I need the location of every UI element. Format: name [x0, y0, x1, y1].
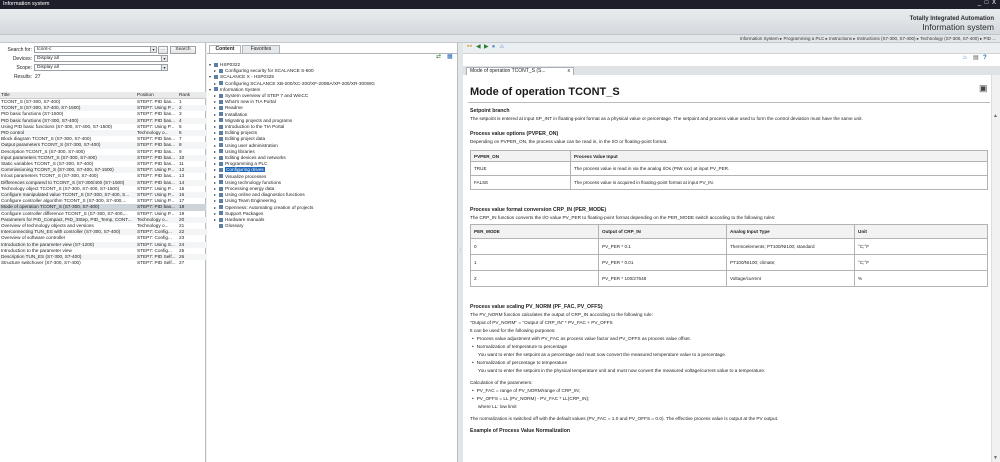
search-button[interactable]: Search: [170, 46, 196, 54]
result-title: Commissioning TCONT_S (S7-300, S7-400, S7-1500): [1, 167, 114, 173]
result-title: Mode of operation TCONT_S (S7-300, S7-400): [1, 204, 100, 210]
book-icon: [214, 75, 218, 79]
table-header-cell: PVPER_ON: [471, 151, 571, 162]
result-title: Structure switchover (S7-300, S7-400): [1, 260, 81, 266]
title-rule: [468, 102, 990, 103]
section-pvper-heading: Process value options (PVPER_ON): [470, 131, 559, 137]
scope-dropdown-icon[interactable]: ▾: [161, 64, 168, 71]
list-item-detail: You want to enter the setpoint as a percentage and must now convert the measured temperature value to a percentage.: [478, 352, 727, 357]
tree-item[interactable]: [209, 62, 240, 68]
tree-item-label: System overview of STEP 7 and WinCC: [225, 93, 309, 98]
window-title: Information system: [3, 1, 50, 7]
back-icon[interactable]: ◀: [476, 44, 481, 50]
table-cell: The process value is read in via the analog I/Os (PIW xxx) at input PV_PER.: [571, 162, 988, 176]
tree-item[interactable]: [214, 192, 305, 198]
chevron-down-icon[interactable]: ▾: [209, 86, 212, 92]
result-position: Technology o...: [137, 130, 169, 135]
pvper-table: [470, 150, 988, 190]
result-title: Parameters for PID_Compact, PID_3Step, PID_Temp, CONT...: [1, 216, 132, 222]
tree-item[interactable]: [214, 180, 281, 186]
result-rank: 27: [179, 260, 185, 266]
section-setpoint-text: The setpoint is entered at input SP_INT in floating-point format as a physical value or percentage. The setpoint and process value used to form the control deviation must have the same unit.: [470, 116, 863, 121]
result-position: STEP7: Config...: [137, 247, 172, 253]
result-title: Differences compared to TCONT_S (S7-300/400 (S7-1500): [1, 179, 125, 185]
doc-scrollbar[interactable]: [991, 75, 1000, 462]
book-icon: [219, 94, 223, 98]
result-rank: 14: [179, 179, 185, 185]
result-rank: 18: [179, 204, 185, 210]
brand-line-1: Totally Integrated Automation: [909, 16, 994, 22]
book-icon: [219, 100, 223, 104]
tree-item-label: Using libraries: [225, 148, 255, 154]
result-position: Technology o...: [137, 223, 169, 228]
tree-item[interactable]: [214, 174, 266, 180]
tree-item-label: Editing projects: [225, 130, 258, 136]
scroll-down-icon[interactable]: ▼: [993, 455, 998, 461]
result-title: Overview of technology objects and versions: [1, 223, 94, 228]
tree-item[interactable]: [214, 205, 313, 211]
table-header-cell: PER_MODE: [471, 225, 599, 239]
devices-dropdown-icon[interactable]: ▾: [161, 55, 168, 62]
table-header-cell: Analog Input Type: [727, 225, 855, 239]
section-crpin-heading: Process value format conversion CRP_IN (PER_MODE): [470, 207, 607, 213]
table-header-cell: Unit: [855, 225, 988, 239]
table-row: [471, 271, 988, 287]
result-rank: 13: [179, 173, 185, 179]
table-cell: Thermoelements; PT100/NI100; standard: [727, 239, 855, 255]
book-icon: [219, 143, 223, 147]
book-icon: [219, 118, 223, 122]
result-position: STEP7: Using P...: [137, 192, 175, 197]
doc-title: Mode of operation TCONT_S: [470, 86, 620, 98]
result-rank: 9: [179, 148, 182, 154]
chevron-right-icon[interactable]: ▸: [214, 179, 217, 185]
result-rank: 12: [179, 167, 185, 173]
tree-item-label: Installation: [225, 111, 248, 117]
table-cell: TRUE: [471, 162, 571, 176]
tree-item-label: Support Packages: [225, 210, 264, 216]
table-header-row: [471, 151, 988, 162]
forward-icon[interactable]: ▶: [484, 44, 489, 50]
list-item: • Process value adjustment with PV_FAC as process value factor and PV_OFFS as process value offset.: [472, 336, 691, 341]
result-title: TCONT_S (S7-300, S7-400): [1, 99, 61, 104]
tree-item[interactable]: [214, 217, 264, 223]
result-rank: 10: [179, 154, 185, 160]
tree-item-label: Configuring security for SCALANCE S-600: [225, 68, 314, 74]
tree-item[interactable]: [214, 124, 284, 130]
pvnorm-text-1: The PV_NORM function calculates the output of CRP_IN according to the following rule:: [470, 312, 653, 317]
book-icon: [219, 131, 223, 135]
chevron-right-icon[interactable]: ▸: [214, 130, 217, 136]
tree-item-label: Programming a PLC: [225, 161, 268, 167]
chevron-right-icon[interactable]: ▸: [214, 105, 217, 111]
result-title: Technology object TCONT_S (S7-300, S7-400, S7-1500): [1, 185, 120, 191]
pause-icon[interactable]: ⏸: [492, 44, 496, 50]
section-setpoint-heading: Setpoint branch: [470, 108, 510, 114]
result-title: Description TUN_ES (S7-300, S7-400): [1, 254, 82, 259]
table-header-row: [471, 225, 988, 239]
table-row: [471, 255, 988, 271]
document-panel: [463, 43, 1000, 462]
table-cell: %: [855, 271, 988, 287]
book-icon: [219, 187, 223, 191]
list-item-detail: where LL: low limit: [478, 404, 517, 409]
scope-select[interactable]: Display all: [34, 64, 168, 71]
result-rank: 5: [179, 123, 182, 129]
tree-item-label: HSP0322: [220, 62, 241, 67]
result-position: STEP7: PID bas...: [137, 154, 176, 160]
result-position: STEP7: Using P...: [137, 210, 175, 216]
search-dropdown-icon[interactable]: ▾: [150, 46, 157, 53]
book-icon: [219, 168, 223, 172]
window-controls[interactable]: _ □ X: [977, 0, 997, 6]
result-title: TCONT_S (S7-300, S7-400, S7-1500): [1, 105, 81, 111]
result-title: Configure controller algorithm TCONT_S (S7-300, S7-400,...: [1, 198, 127, 204]
result-position: STEP7: PID bas...: [137, 148, 176, 154]
tree-item-label: SCALANCE X - HSP0325: [220, 74, 274, 80]
splitter-grip-icon[interactable]: ⋮: [458, 248, 463, 254]
doc-tab-active[interactable]: [466, 67, 574, 75]
search-panel: [0, 43, 206, 462]
result-position: STEP7: Using P...: [137, 185, 175, 191]
chevron-right-icon[interactable]: ▸: [214, 117, 217, 123]
tree-item[interactable]: [214, 186, 274, 192]
table-cell: 2: [471, 271, 599, 287]
tree-item[interactable]: [214, 112, 247, 118]
result-title: Introduction to the parameter view: [1, 247, 72, 253]
pvnorm-text-3: The normalization is switched off with the default values (PV_FAC = 1.0 and PV_OFFS = 0.0). The effective process value is output at the PV output.: [470, 416, 779, 421]
devices-select[interactable]: Display all: [34, 55, 168, 62]
book-icon: [219, 106, 223, 110]
search-label: Search for:: [7, 47, 32, 53]
table-cell: PT100/NI100; climate;: [727, 255, 855, 271]
chevron-right-icon[interactable]: ▸: [214, 124, 217, 129]
brand-header: [0, 9, 1000, 35]
breadcrumb-text[interactable]: Information System ▸ Programming a PLC ▸ Instructions ▸ Instructions (S7-300, S7-400) ▸ Technology (S7-300, S7-400) ▸ PID ...: [739, 36, 996, 41]
results-count: 27: [35, 74, 41, 80]
col-position[interactable]: Position: [137, 92, 154, 97]
result-rank: 7: [179, 136, 182, 142]
result-position: STEP7: PID Self...: [137, 254, 176, 259]
document-body: [463, 75, 992, 462]
result-position: STEP7: PID bas...: [137, 99, 176, 104]
tree-item[interactable]: [214, 81, 375, 87]
chevron-right-icon[interactable]: ▸: [214, 210, 217, 216]
result-rank: 19: [179, 210, 185, 216]
result-position: STEP7: PID Self...: [137, 260, 176, 266]
result-title: Description TCONT_S (S7-300, S7-400): [1, 148, 85, 154]
table-header-cell: Process Value Input: [571, 151, 988, 162]
tree-item-label: Migrating projects and programs: [225, 117, 293, 123]
chevron-right-icon[interactable]: ▸: [214, 93, 217, 98]
expand-collapse-icon[interactable]: ▣: [979, 83, 988, 93]
scope-label: Scope:: [16, 65, 32, 71]
chevron-down-icon[interactable]: ▾: [209, 62, 212, 67]
tree-item[interactable]: [214, 161, 267, 167]
result-title: Configure controller difference TCONT_S (S7-300, S7-400,...: [1, 210, 128, 216]
home-icon[interactable]: ⌂: [963, 55, 967, 61]
pvnorm-text-2: It can be used for the following purposes:: [470, 328, 556, 333]
result-rank: 25: [179, 247, 185, 253]
book-icon: [219, 137, 223, 141]
result-rank: 11: [179, 161, 184, 166]
list-item: • PV_OFFS = LL (PV_NORM) - PV_FAC * LL(CRP_IN);: [472, 396, 589, 401]
book-icon: [219, 156, 223, 160]
book-icon: [219, 224, 223, 228]
section-crpin-text: The CRP_IN function converts the I/O value PV_PER to floating-point format depending on the PER_MODE switch according to the following rules:: [470, 215, 776, 220]
result-rank: 3: [179, 111, 182, 117]
tree-item[interactable]: [214, 149, 255, 155]
table-cell: The process value is acquired in floating-point format at input PV_IN.: [571, 176, 988, 190]
book-icon: [219, 112, 223, 116]
result-rank: 24: [179, 241, 185, 247]
chevron-right-icon[interactable]: ▸: [214, 111, 217, 117]
tab-divider: [207, 53, 458, 54]
table-cell: PV_PER * 100/27648: [599, 271, 727, 287]
list-item: • Normalization of percentage to temperature: [472, 360, 567, 365]
result-rank: 22: [179, 229, 185, 235]
book-icon: [219, 180, 223, 184]
table-cell: 0: [471, 239, 599, 255]
book-icon: [219, 69, 223, 73]
chevron-right-icon[interactable]: ▸: [214, 173, 217, 179]
table-row: [471, 162, 988, 176]
result-rank: 17: [179, 198, 185, 204]
table-cell: FALSE: [471, 176, 571, 190]
table-cell: °C;°F: [855, 239, 988, 255]
book-icon: [219, 199, 223, 203]
result-position: STEP7: Using S...: [137, 241, 175, 247]
tree-item-label: Using user administration: [225, 142, 278, 148]
book-icon: [219, 211, 223, 215]
result-title: Overview of software controller: [1, 235, 66, 241]
tree-item-label: Editing project data: [225, 136, 266, 142]
tree-item[interactable]: [214, 211, 263, 217]
result-title: Output parameters TCONT_S (S7-300, S7-400): [1, 142, 101, 148]
result-title: Configure manipulated value TCONT_S (S7-300, S7-400, S...: [1, 192, 130, 197]
tree-item[interactable]: [214, 167, 265, 173]
tree-item[interactable]: [214, 136, 265, 142]
search-input[interactable]: tcont-c: [34, 46, 154, 53]
tree-item[interactable]: [209, 74, 274, 80]
doc-tabs: [463, 66, 1000, 75]
chevron-right-icon[interactable]: ▸: [214, 68, 217, 74]
tree-item[interactable]: [214, 93, 308, 99]
window-title-bar: [0, 0, 1000, 9]
breadcrumb: [0, 35, 1000, 43]
result-position: STEP7: Using P...: [137, 198, 175, 204]
grid-icon[interactable]: ▦: [447, 54, 453, 60]
result-rank: 6: [179, 130, 182, 135]
chevron-right-icon[interactable]: ▸: [214, 161, 217, 167]
print-icon[interactable]: ▤: [973, 55, 979, 61]
result-position: STEP7: PID bas...: [137, 179, 176, 185]
list-item: • PV_FAC = range of PV_NORM/range of CRP_IN;: [472, 388, 580, 393]
tree-item-label: What's new in TIA Portal: [225, 99, 276, 105]
result-position: STEP7: PID bas...: [137, 173, 176, 179]
pvnorm-formula: "Output of PV_NORM" = "Output of CRP_IN" * PV_FAC + PV_OFFS: [470, 320, 613, 325]
tree-item[interactable]: [214, 99, 276, 105]
results-header: [0, 92, 206, 99]
result-rank: 8: [179, 142, 182, 148]
content-panel: [207, 43, 458, 462]
result-rank: 26: [179, 254, 185, 259]
result-rank: 20: [179, 216, 185, 222]
book-icon: [219, 193, 223, 197]
table-row: [471, 176, 988, 190]
book-icon: [214, 63, 218, 67]
chevron-right-icon[interactable]: ▸: [214, 99, 217, 105]
tab-content[interactable]: Content: [209, 45, 241, 53]
tree-item-label: Openness: Automating creation of projects: [225, 204, 314, 210]
result-position: STEP7: PID bas...: [137, 136, 176, 142]
list-item-detail: You want to enter the setpoint in the physical temperature unit and must now convert the measured voltage/current value to a temperature.: [478, 368, 766, 373]
result-position: Technology o...: [137, 216, 169, 222]
table-header-cell: Output of CRP_IN: [599, 225, 727, 239]
chevron-down-icon[interactable]: ▾: [209, 74, 212, 80]
result-position: STEP7: Config...: [137, 235, 172, 241]
list-item: • Normalization of temperature to percentage: [472, 344, 567, 349]
book-icon: [219, 125, 223, 129]
tree-item-label: Using technology functions: [225, 179, 282, 185]
chevron-right-icon[interactable]: ▸: [214, 142, 217, 148]
chevron-right-icon[interactable]: ▸: [214, 148, 217, 154]
book-icon: [219, 149, 223, 153]
result-title: PID basic functions (S7-1500): [1, 111, 64, 117]
table-cell: PV_PER * 0.01: [599, 255, 727, 271]
section-pvper-text: Depending on PVPER_ON, the process value can be read in, in the I/O or floating-point format.: [470, 139, 668, 144]
tree-item-label: Introduction to the TIA Portal: [225, 124, 285, 129]
col-rank[interactable]: Rank: [179, 92, 190, 97]
link-icon[interactable]: ⚯: [467, 44, 473, 50]
table-cell: °C;°F: [855, 255, 988, 271]
book-icon: [219, 205, 223, 209]
tree-item-label: Configuring SCALANCE XB-200/XC-200/XF-200BA/XP-200/XR-300WG: [225, 80, 375, 86]
tree-item-label: Using online and diagnostics functions: [225, 192, 305, 198]
section-example-heading: Example of Process Value Normalization: [470, 428, 571, 434]
book-icon: [219, 81, 223, 85]
result-position: STEP7: Using P...: [137, 123, 175, 129]
table-cell: 1: [471, 255, 599, 271]
result-position: STEP7: PID bas...: [137, 161, 176, 166]
tree-item-label: Glossary: [225, 223, 244, 229]
tree-item-label: Hardware manuals: [225, 217, 265, 222]
tree-item-label: Using Team Engineering: [225, 198, 276, 204]
tree-item[interactable]: [214, 68, 314, 74]
result-position: STEP7: PID bas...: [137, 117, 176, 123]
result-position: STEP7: PID bas...: [137, 142, 176, 148]
help-icon[interactable]: ?: [983, 55, 987, 61]
tree-item[interactable]: [214, 118, 292, 124]
tree-item-label: Processing energy data: [225, 186, 275, 191]
doc-toolbar: [463, 43, 1000, 54]
result-title: In/out parameters TCONT_S (S7-300, S7-400): [1, 173, 99, 179]
result-title: Input parameters TCONT_S (S7-300, S7-400): [1, 154, 97, 160]
tree-item[interactable]: [214, 130, 257, 136]
result-position: STEP7: PID bas...: [137, 204, 176, 210]
tree-item-label: Editing devices and networks: [225, 155, 286, 160]
tree-item[interactable]: [214, 223, 244, 229]
chevron-right-icon[interactable]: ▸: [214, 80, 217, 86]
book-icon: [219, 218, 223, 222]
result-position: STEP7: Using P...: [137, 105, 175, 111]
result-title: Introduction to the parameter view (S7-1200): [1, 241, 95, 247]
section-pvnorm-heading: Process value scaling PV_NORM (PF_FAC, PV_OFFS): [470, 304, 603, 310]
chevron-right-icon[interactable]: ▸: [214, 204, 217, 210]
table-row[interactable]: [0, 260, 206, 266]
chevron-right-icon[interactable]: ▸: [214, 136, 217, 142]
table-cell: PV_PER * 0.1: [599, 239, 727, 255]
chevron-right-icon[interactable]: ▸: [214, 155, 217, 160]
book-icon: [219, 174, 223, 178]
sync-icon[interactable]: ⇄: [436, 54, 442, 60]
result-title: PID control: [1, 130, 25, 135]
book-icon: [219, 162, 223, 166]
results-label: Results:: [13, 74, 32, 80]
tree-item-label: Configuring drives: [226, 167, 264, 173]
result-rank: 1: [179, 99, 182, 104]
result-title: Interconnecting TUN_ES with controller (S7-300, S7-400): [1, 229, 121, 235]
tab-favorites[interactable]: Favorites: [242, 45, 280, 53]
tree-item-label: Visualize processes: [225, 173, 267, 179]
col-title[interactable]: Title: [1, 92, 10, 97]
tree-item[interactable]: [214, 155, 286, 161]
permode-table: [470, 224, 988, 287]
result-position: STEP7: Using P...: [137, 167, 175, 173]
result-rank: 21: [179, 223, 185, 228]
book-icon: [214, 87, 218, 91]
doc-tab-label: Mode of operation TCONT_S (S...: [470, 68, 546, 74]
devices-label: Devices:: [12, 56, 32, 62]
result-title: PID basic functions (S7-300, S7-400): [1, 117, 79, 123]
bookmark-icon[interactable]: ⌂: [500, 44, 504, 50]
search-options-button[interactable]: ...: [158, 46, 168, 54]
scroll-up-icon[interactable]: ▲: [993, 113, 998, 119]
result-rank: 23: [179, 235, 185, 241]
chevron-right-icon[interactable]: ▸: [214, 217, 217, 222]
result-position: STEP7: PID bas...: [137, 111, 176, 117]
pvnorm-calc-label: Calculation of the parameters:: [470, 380, 533, 385]
tree-item[interactable]: [214, 143, 278, 149]
chevron-right-icon[interactable]: ▸: [214, 186, 217, 191]
tree-item-label: Information System: [220, 86, 261, 92]
tree-item-label: Readme: [225, 105, 243, 111]
result-title: Using PID basic functions (S7-300, S7-400, S7-1500): [1, 123, 112, 129]
result-title: Static variables TCONT_S (S7-300, S7-400): [1, 161, 94, 166]
chevron-right-icon[interactable]: ▸: [214, 167, 217, 173]
result-rank: 15: [179, 185, 185, 191]
tree-item[interactable]: [209, 87, 260, 93]
result-rank: 4: [179, 117, 182, 123]
brand-line-2: Information system: [922, 22, 994, 32]
result-rank: 2: [179, 105, 182, 111]
table-row: [471, 239, 988, 255]
result-position: STEP7: Config...: [137, 229, 172, 235]
result-rank: 16: [179, 192, 185, 197]
tree-item[interactable]: [214, 198, 276, 204]
tree-item[interactable]: [214, 105, 243, 111]
chevron-right-icon[interactable]: ▸: [214, 192, 217, 198]
close-icon[interactable]: x: [567, 68, 570, 74]
chevron-right-icon[interactable]: ▸: [214, 198, 217, 204]
result-title: Block diagram TCONT_S (S7-300, S7-400): [1, 136, 92, 142]
table-cell: Voltage/current: [727, 271, 855, 287]
